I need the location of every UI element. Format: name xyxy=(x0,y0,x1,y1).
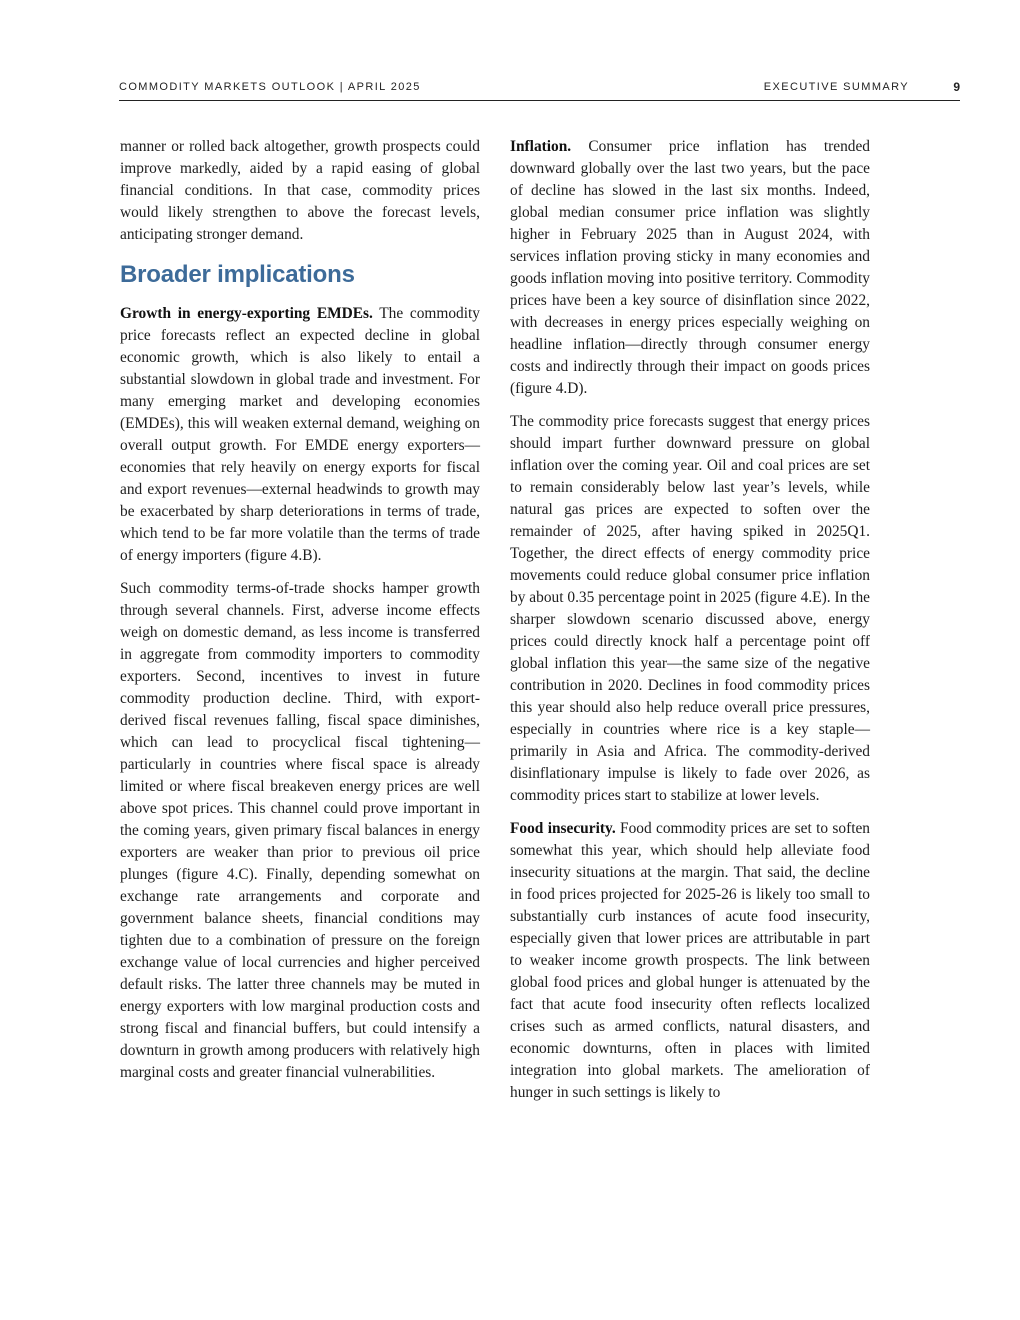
food-insecurity-paragraph-lead: Food insecurity. xyxy=(510,820,616,837)
intro-paragraph: manner or rolled back altogether, growth prospects could improve markedly, aided by a rapid easing of global financial conditions. In that case, commodity prices would likely strengthen to above the forecast levels, anticipating stronger demand. xyxy=(120,138,480,243)
growth-paragraph-body: The commodity price forecasts reflect an expected decline in global economic growth, which is also likely to entail a substantial slowdown in global trade and investment. For many emerging market and developing economies (EMDEs), this will weaken external demand, weighing on overall output growth. For EMDE energy exporters—economies that rely heavily on energy exports for fiscal and export revenues—external headwinds to growth may be exacerbated by sharp deteriorations in terms of trade, which tend to be far more volatile than the terms of trade of energy importers (figure 4.B). xyxy=(120,305,480,564)
forecast-paragraph: The commodity price forecasts suggest that energy prices should impart further downward pressure on global inflation over the coming year. Oil and coal prices are set to remain considerably below last year’s levels, while natural gas prices are expected to soften over the remainder of 2025, after having spiked in 2025Q1. Together, the direct effects of energy commodity price movements could reduce global consumer price inflation by about 0.35 percentage point in 2025 (figure 4.E). In the sharper slowdown scenario discussed above, energy prices could directly knock half a percentage point off global inflation this year—the same size of the negative contribution in 2020. Declines in food commodity prices this year should also help reduce overall price pressures, especially in countries where rice is a key staple—primarily in Asia and Africa. The commodity-derived disinflationary impulse is likely to fade over 2026, as commodity prices start to stabilize at lower levels. xyxy=(510,413,870,804)
food-insecurity-paragraph xyxy=(510,818,870,1104)
right-column xyxy=(510,136,870,1115)
publication-title: COMMODITY MARKETS OUTLOOK | APRIL 2025 xyxy=(119,81,421,93)
left-column xyxy=(120,136,480,1095)
inflation-paragraph-lead: Inflation. xyxy=(510,138,572,155)
shocks-paragraph: Such commodity terms-of-trade shocks hamper growth through several channels. First, adverse income effects weigh on domestic demand, as less income is transferred in aggregate from commodity importers to commodity exporters. Second, incentives to invest in future commodity production decline. Third, with export-derived fiscal revenues falling, fiscal space diminishes, which can lead to procyclical fiscal tightening—particularly in countries where fiscal space is already limited or where fiscal breakeven energy prices are well above spot prices. This channel could prove important in the coming years, given primary fiscal balances in energy exporters are weaker than prior to previous oil price plunges (figure 4.C). Finally, depending somewhat on exchange rate arrangements and corporate and government balance sheets, financial conditions may tighten due to a combination of pressure on the foreign exchange value of local currencies and higher perceived default risks. The latter three channels may be muted in energy exporters with low marginal production costs and strong fiscal and financial buffers, but could intensify a downturn in growth among producers with relatively high marginal costs and greater financial vulnerabilities. xyxy=(120,580,480,1081)
section-title: EXECUTIVE SUMMARY xyxy=(763,81,909,93)
inflation-paragraph xyxy=(510,136,870,400)
food-insecurity-paragraph-body: Food commodity prices are set to soften somewhat this year, which should help alleviate food insecurity situations at the margin. That said, the decline in food prices projected for 2025-26 is likely too small to substantially curb instances of acute food insecurity, especially given that lower prices are attributable in part to weaker income growth prospects. The link between global food prices and global hunger is attenuated by the fact that acute food insecurity often reflects localized crises such as armed conflicts, natural disasters, and economic downturns, often in places with limited integration into global markets. The amelioration of hunger in such settings is likely to xyxy=(510,820,871,1101)
running-header xyxy=(119,80,960,101)
section-heading: Broader implications xyxy=(120,261,355,288)
growth-paragraph xyxy=(120,303,480,567)
page-number: 9 xyxy=(953,80,960,94)
growth-paragraph-lead: Growth in energy-exporting EMDEs. xyxy=(120,305,373,322)
inflation-paragraph-body: Consumer price inflation has trended downward globally over the last two years, but the pace of decline has slowed in the last six months. Indeed, global median consumer price inflation was slightly higher in February 2025 than in August 2024, with services inflation proving sticky in many economies and goods inflation moving into positive territory. Commodity prices have been a key source of disinflation since 2022, with decreases in energy prices especially weighing on headline inflation—directly through consumer energy costs and indirectly through their impact on goods prices (figure 4.D). xyxy=(510,138,870,397)
